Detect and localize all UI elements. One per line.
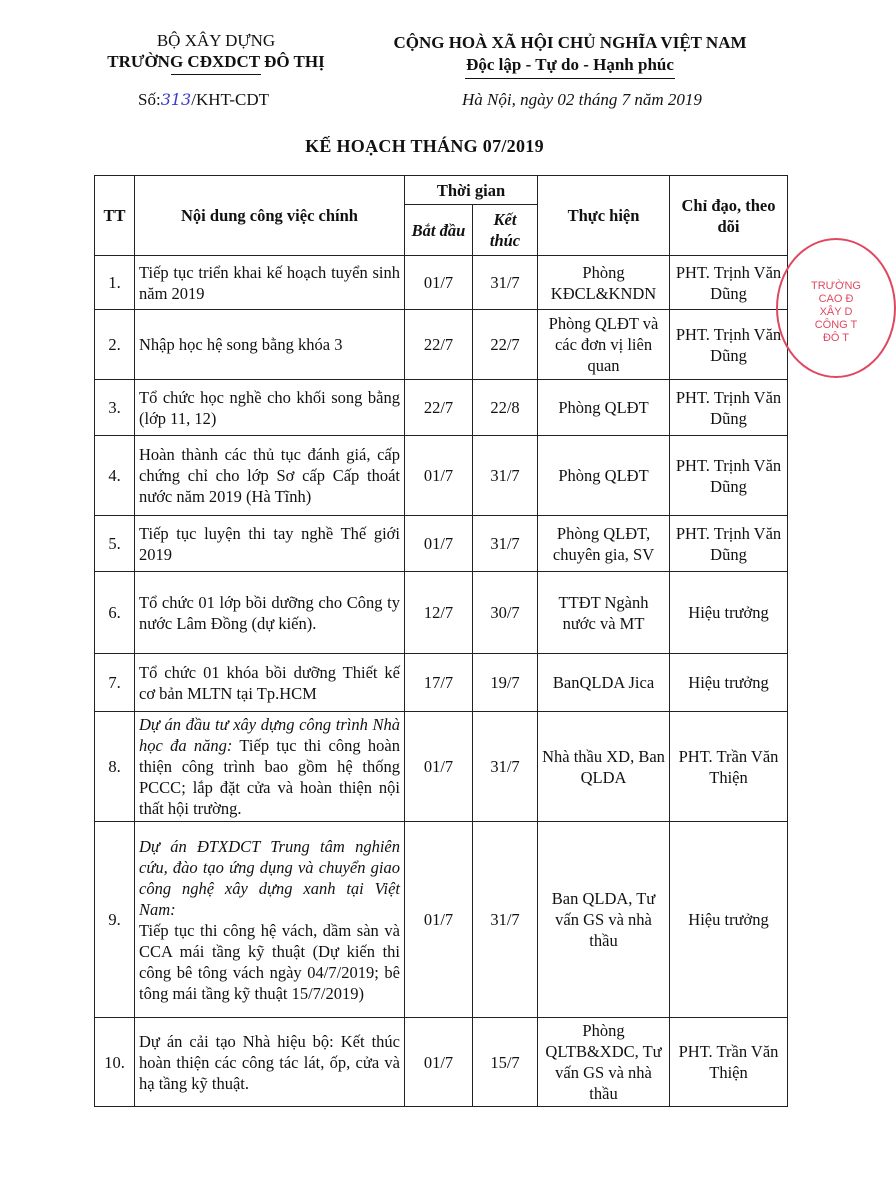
row-content: Tổ chức 01 khóa bồi dưỡng Thiết kế cơ bản MLTN tại Tp.HCM — [135, 654, 405, 712]
project-name: Dự án đầu tư xây dựng công trình Nhà học đa năng: — [139, 715, 400, 755]
seal-text: CÔNG T — [814, 319, 858, 331]
row-supervisor: PHT. Trần Văn Thiện — [670, 712, 788, 822]
table-row — [95, 1018, 788, 1107]
table-row — [95, 654, 788, 712]
plan-table — [94, 175, 788, 1107]
row-number: 3. — [95, 380, 135, 436]
motto: Độc lập - Tự do - Hạnh phúc — [466, 55, 674, 74]
seal-text: ĐÔ T — [822, 332, 850, 344]
row-content: Tổ chức học nghề cho khối song bằng (lớp 11, 12) — [135, 380, 405, 436]
row-supervisor: PHT. Trần Văn Thiện — [670, 1018, 788, 1107]
row-start: 01/7 — [405, 436, 473, 516]
row-start: 01/7 — [405, 516, 473, 572]
row-end: 19/7 — [473, 654, 538, 712]
col-time: Thời gian — [405, 176, 538, 205]
row-end: 22/7 — [473, 310, 538, 380]
project-name: Dự án ĐTXDCT Trung tâm nghiên cứu, đào tạo ứng dụng và chuyển giao công nghệ xây dựng xanh tại Việt Nam: — [139, 836, 400, 919]
table-row — [95, 822, 788, 1018]
row-start: 01/7 — [405, 712, 473, 822]
row-executor: Phòng QLTB&XDC, Tư vấn GS và nhà thầu — [538, 1018, 670, 1107]
school-name: TRƯỜNG CĐXDCT ĐÔ THỊ — [107, 52, 325, 71]
row-start: 12/7 — [405, 572, 473, 654]
row-supervisor: Hiệu trưởng — [670, 654, 788, 712]
row-number: 2. — [95, 310, 135, 380]
row-content: Tổ chức 01 lớp bồi dưỡng cho Công ty nước Lâm Đồng (dự kiến). — [135, 572, 405, 654]
row-executor: Phòng KĐCL&KNDN — [538, 256, 670, 310]
place-date: Hà Nội, ngày 02 tháng 7 năm 2019 — [462, 90, 702, 109]
row-executor: BanQLDA Jica — [538, 654, 670, 712]
row-number: 8. — [95, 712, 135, 822]
table-row — [95, 712, 788, 822]
doc-no-prefix: Số: — [138, 90, 161, 109]
row-content: Hoàn thành các thủ tục đánh giá, cấp chứng chỉ cho lớp Sơ cấp Cấp thoát nước năm 2019 (Hà Tĩnh) — [135, 436, 405, 516]
row-start: 01/7 — [405, 822, 473, 1018]
table-row — [95, 436, 788, 516]
row-executor: Ban QLDA, Tư vấn GS và nhà thầu — [538, 822, 670, 1018]
ministry-name: BỘ XÂY DỰNG — [156, 31, 276, 50]
row-executor: Phòng QLĐT, chuyên gia, SV — [538, 516, 670, 572]
document-number — [138, 90, 269, 110]
row-content: Tiếp tục triển khai kế hoạch tuyển sinh năm 2019 — [135, 256, 405, 310]
row-content — [135, 822, 405, 1018]
row-start: 22/7 — [405, 380, 473, 436]
project-task: Tiếp tục thi công hệ vách, dầm sàn và CCA mái tầng kỹ thuật (Dự kiến thi công bê tông vách ngày 04/7/2019; bê tông mái tầng kỹ thuật 15/7/2019) — [139, 920, 400, 1003]
row-end: 31/7 — [473, 436, 538, 516]
table-row — [95, 310, 788, 380]
row-end: 31/7 — [473, 822, 538, 1018]
col-content: Nội dung công việc chính — [135, 176, 405, 256]
row-end: 31/7 — [473, 516, 538, 572]
row-content: Dự án cải tạo Nhà hiệu bộ: Kết thúc hoàn thiện các công tác lát, ốp, cửa và hạ tầng kỹ thuật. — [135, 1018, 405, 1107]
row-supervisor: PHT. Trịnh Văn Dũng — [670, 516, 788, 572]
row-end: 22/8 — [473, 380, 538, 436]
seal-text: CAO Đ — [818, 293, 854, 305]
national-heading — [360, 32, 780, 79]
row-executor: Phòng QLĐT — [538, 380, 670, 436]
row-number: 10. — [95, 1018, 135, 1107]
doc-no-suffix: /KHT-CDT — [191, 90, 269, 109]
table-row — [95, 516, 788, 572]
official-seal — [776, 238, 896, 378]
row-number: 7. — [95, 654, 135, 712]
col-executor: Thực hiện — [538, 176, 670, 256]
doc-no-handwritten: 313 — [160, 90, 192, 109]
issuer-block — [96, 30, 336, 75]
row-supervisor: Hiệu trưởng — [670, 572, 788, 654]
row-supervisor: PHT. Trịnh Văn Dũng — [670, 310, 788, 380]
row-end: 30/7 — [473, 572, 538, 654]
row-executor: Phòng QLĐT — [538, 436, 670, 516]
col-start: Bắt đầu — [405, 205, 473, 256]
row-executor: Phòng QLĐT và các đơn vị liên quan — [538, 310, 670, 380]
issuer-underline — [171, 74, 261, 75]
row-supervisor: Hiệu trưởng — [670, 822, 788, 1018]
row-start: 17/7 — [405, 654, 473, 712]
header-row — [95, 176, 788, 205]
row-supervisor: PHT. Trịnh Văn Dũng — [670, 380, 788, 436]
table-row — [95, 256, 788, 310]
row-supervisor: PHT. Trịnh Văn Dũng — [670, 256, 788, 310]
row-content: Tiếp tục luyện thi tay nghề Thế giới 2019 — [135, 516, 405, 572]
project-task: Tiếp tục thi công hoàn thiện công trình bao gồm hệ thống PCCC; lắp đặt cửa và hoàn thiện nội thất hội trường. — [139, 736, 400, 818]
row-executor: Nhà thầu XD, Ban QLDA — [538, 712, 670, 822]
row-content: Nhập học hệ song bằng khóa 3 — [135, 310, 405, 380]
row-number: 4. — [95, 436, 135, 516]
row-content — [135, 712, 405, 822]
row-number: 6. — [95, 572, 135, 654]
col-tt: TT — [95, 176, 135, 256]
row-executor: TTĐT Ngành nước và MT — [538, 572, 670, 654]
table-row — [95, 380, 788, 436]
seal-text: TRƯỜNG — [811, 280, 861, 292]
row-end: 15/7 — [473, 1018, 538, 1107]
table-row — [95, 572, 788, 654]
motto-underline — [465, 78, 675, 79]
row-number: 9. — [95, 822, 135, 1018]
country-name: CỘNG HOÀ XÃ HỘI CHỦ NGHĨA VIỆT NAM — [393, 33, 747, 52]
col-end: Kết thúc — [473, 205, 538, 256]
seal-text: XÂY D — [819, 306, 853, 318]
row-end: 31/7 — [473, 712, 538, 822]
row-number: 1. — [95, 256, 135, 310]
row-number: 5. — [95, 516, 135, 572]
page-title: KẾ HOẠCH THÁNG 07/2019 — [305, 136, 544, 156]
row-start: 22/7 — [405, 310, 473, 380]
row-supervisor: PHT. Trịnh Văn Dũng — [670, 436, 788, 516]
col-supervisor: Chỉ đạo, theo dõi — [670, 176, 788, 256]
row-end: 31/7 — [473, 256, 538, 310]
row-start: 01/7 — [405, 1018, 473, 1107]
row-start: 01/7 — [405, 256, 473, 310]
